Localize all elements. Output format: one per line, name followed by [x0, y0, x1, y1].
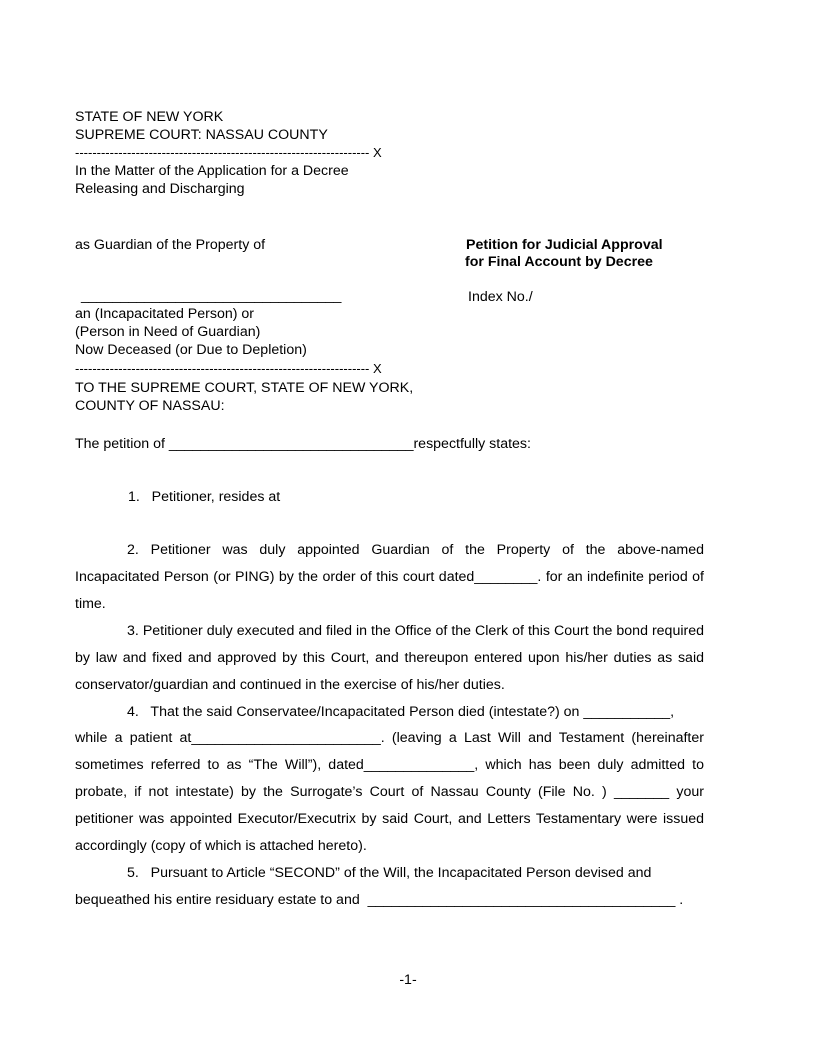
document-title-line-2: for Final Account by Decree — [465, 254, 653, 270]
petition-intro: The petition of _______________________________respectfully states: — [75, 436, 531, 452]
caption-divider-top: -------------------------------------------------------------------- X — [75, 145, 382, 160]
paragraph-4-first-line: 4. That the said Conservatee/Incapacitated Person died (intestate?) on ___________, — [127, 704, 675, 720]
paragraph-1: 1. Petitioner, resides at — [128, 489, 281, 505]
paragraph-3: 3. Petitioner duly executed and filed in the Office of the Clerk of this Court the bond required by law and fixed and approved by this Court, and thereupon entered upon his/her duties as said conservator/guardian and continued in the exercise of his/her duties. — [75, 623, 704, 693]
ip-line-3: Now Deceased (or Due to Depletion) — [75, 342, 307, 358]
caption-divider-bottom: -------------------------------------------------------------------- X — [75, 361, 382, 376]
address-line-1: TO THE SUPREME COURT, STATE OF NEW YORK, — [75, 380, 414, 396]
paragraph-5-first-line: 5. Pursuant to Article “SECOND” of the Will, the Incapacitated Person devised and — [127, 865, 652, 881]
ip-line-1: an (Incapacitated Person) or — [75, 306, 255, 322]
guardian-line: as Guardian of the Property of — [75, 237, 266, 253]
page-number: -1- — [399, 972, 417, 988]
paragraph-5-second-line: bequeathed his entire residuary estate to and _______________________________________ . — [75, 892, 684, 908]
state-heading: STATE OF NEW YORK — [75, 109, 224, 125]
court-heading: SUPREME COURT: NASSAU COUNTY — [75, 127, 328, 143]
document-title-line-1: Petition for Judicial Approval — [466, 237, 663, 253]
name-blank: _________________________________ — [81, 288, 342, 304]
paragraph-2: 2. Petitioner was duly appointed Guardian of the Property of the above-named Incapacitated Person (or PING) by the order of this court dated________. for an indefinite period of time. — [75, 542, 704, 612]
paragraph-4-body: while a patient at________________________. (leaving a Last Will and Testament (hereinafter sometimes referred to as “The Will”), dated______________, which has been duly admitted to probate, if not intestate) by the Surrogate’s Court of Nassau County (File No. ) _______ your petitioner was appointed Executor/Executrix by said Court, and Letters Testamentary were issued accordingly (copy of which is attached hereto). — [75, 730, 704, 854]
matter-line-2: Releasing and Discharging — [75, 181, 245, 197]
matter-line-1: In the Matter of the Application for a Decree — [75, 163, 349, 179]
address-line-2: COUNTY OF NASSAU: — [75, 398, 225, 414]
index-number-label: Index No./ — [468, 289, 533, 305]
ip-line-2: (Person in Need of Guardian) — [75, 324, 261, 340]
